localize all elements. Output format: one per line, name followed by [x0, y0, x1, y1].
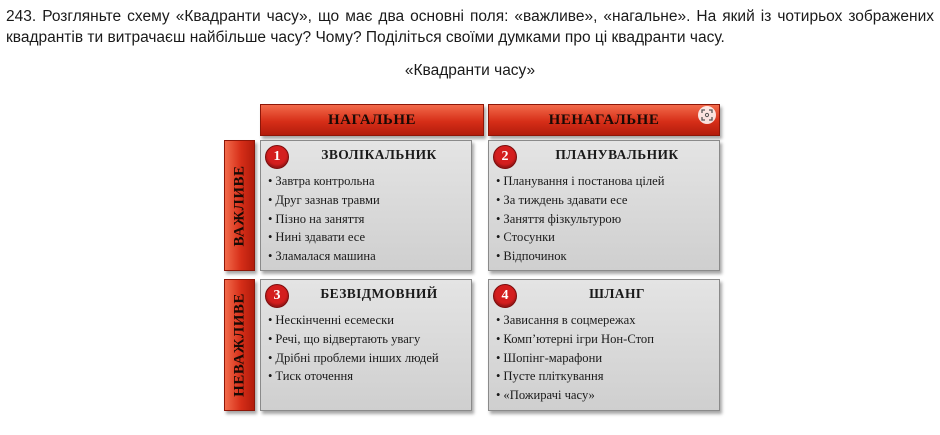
quadrant-number: 4 — [493, 284, 517, 308]
quadrant-1 — [260, 140, 472, 271]
list-item: • Друг зазнав травми — [268, 191, 469, 210]
quadrant-list — [496, 311, 717, 405]
row-header-not-important-label: НЕВАЖЛИВЕ — [231, 293, 247, 397]
quadrant-title: БЕЗВІДМОВНИЙ — [320, 286, 438, 301]
list-item: • Шопінг-марафони — [496, 349, 717, 368]
quadrant-number: 1 — [265, 145, 289, 169]
quadrant-3 — [260, 279, 472, 411]
quadrant-number: 2 — [493, 145, 517, 169]
quadrant-4 — [488, 279, 720, 411]
quadrant-2 — [488, 140, 720, 271]
diagram-caption: «Квадранти часу» — [404, 62, 536, 79]
list-item: • Комп’ютерні ігри Нон-Стоп — [496, 330, 717, 349]
list-item: • Дрібні проблеми інших людей — [268, 349, 469, 368]
list-item: • Нині здавати есе — [268, 228, 469, 247]
list-item: • Пусте пліткування — [496, 367, 717, 386]
list-item: • Зламалася машина — [268, 247, 469, 266]
list-item: • Зависання в соцмережах — [496, 311, 717, 330]
row-header-important — [224, 140, 255, 271]
list-item: • Тиск оточення — [268, 367, 469, 386]
row-header-important-label: ВАЖЛИВЕ — [231, 164, 247, 247]
quadrant-title: ШЛАНГ — [589, 286, 645, 301]
expand-image-icon — [701, 109, 713, 121]
task-text: 243. Розгляньте схему «Квадранти часу», що має два основні поля: «важливе», «нагальне». На який із чотирьох зображених квадрантів ти витрачаєш найбільше часу? Чому? Поділіться своїми думками про ці квадранти часу. — [6, 8, 934, 46]
list-item: • Пізно на заняття — [268, 210, 469, 229]
quadrant-title: ПЛАНУВАЛЬНИК — [555, 147, 679, 162]
quadrant-title: ЗВОЛІКАЛЬНИК — [321, 147, 437, 162]
list-item: • Заняття фізкультурою — [496, 210, 717, 229]
quadrant-list — [496, 172, 717, 266]
row-header-not-important — [224, 279, 255, 411]
list-item: • Планування і постанова цілей — [496, 172, 717, 191]
column-header-not-urgent: НЕНАГАЛЬНЕ — [488, 104, 720, 136]
list-item: • Завтра контрольна — [268, 172, 469, 191]
list-item: • Речі, що відвертають увагу — [268, 330, 469, 349]
list-item: • За тиждень здавати есе — [496, 191, 717, 210]
list-item: • Нескінченні есемески — [268, 311, 469, 330]
expand-image-button[interactable] — [698, 106, 716, 124]
column-header-urgent: НАГАЛЬНЕ — [260, 104, 484, 136]
quadrant-list — [268, 311, 469, 386]
list-item: • «Пожирачі часу» — [496, 386, 717, 405]
list-item: • Відпочинок — [496, 247, 717, 266]
list-item: • Стосунки — [496, 228, 717, 247]
quadrant-list — [268, 172, 469, 266]
quadrant-number: 3 — [265, 284, 289, 308]
